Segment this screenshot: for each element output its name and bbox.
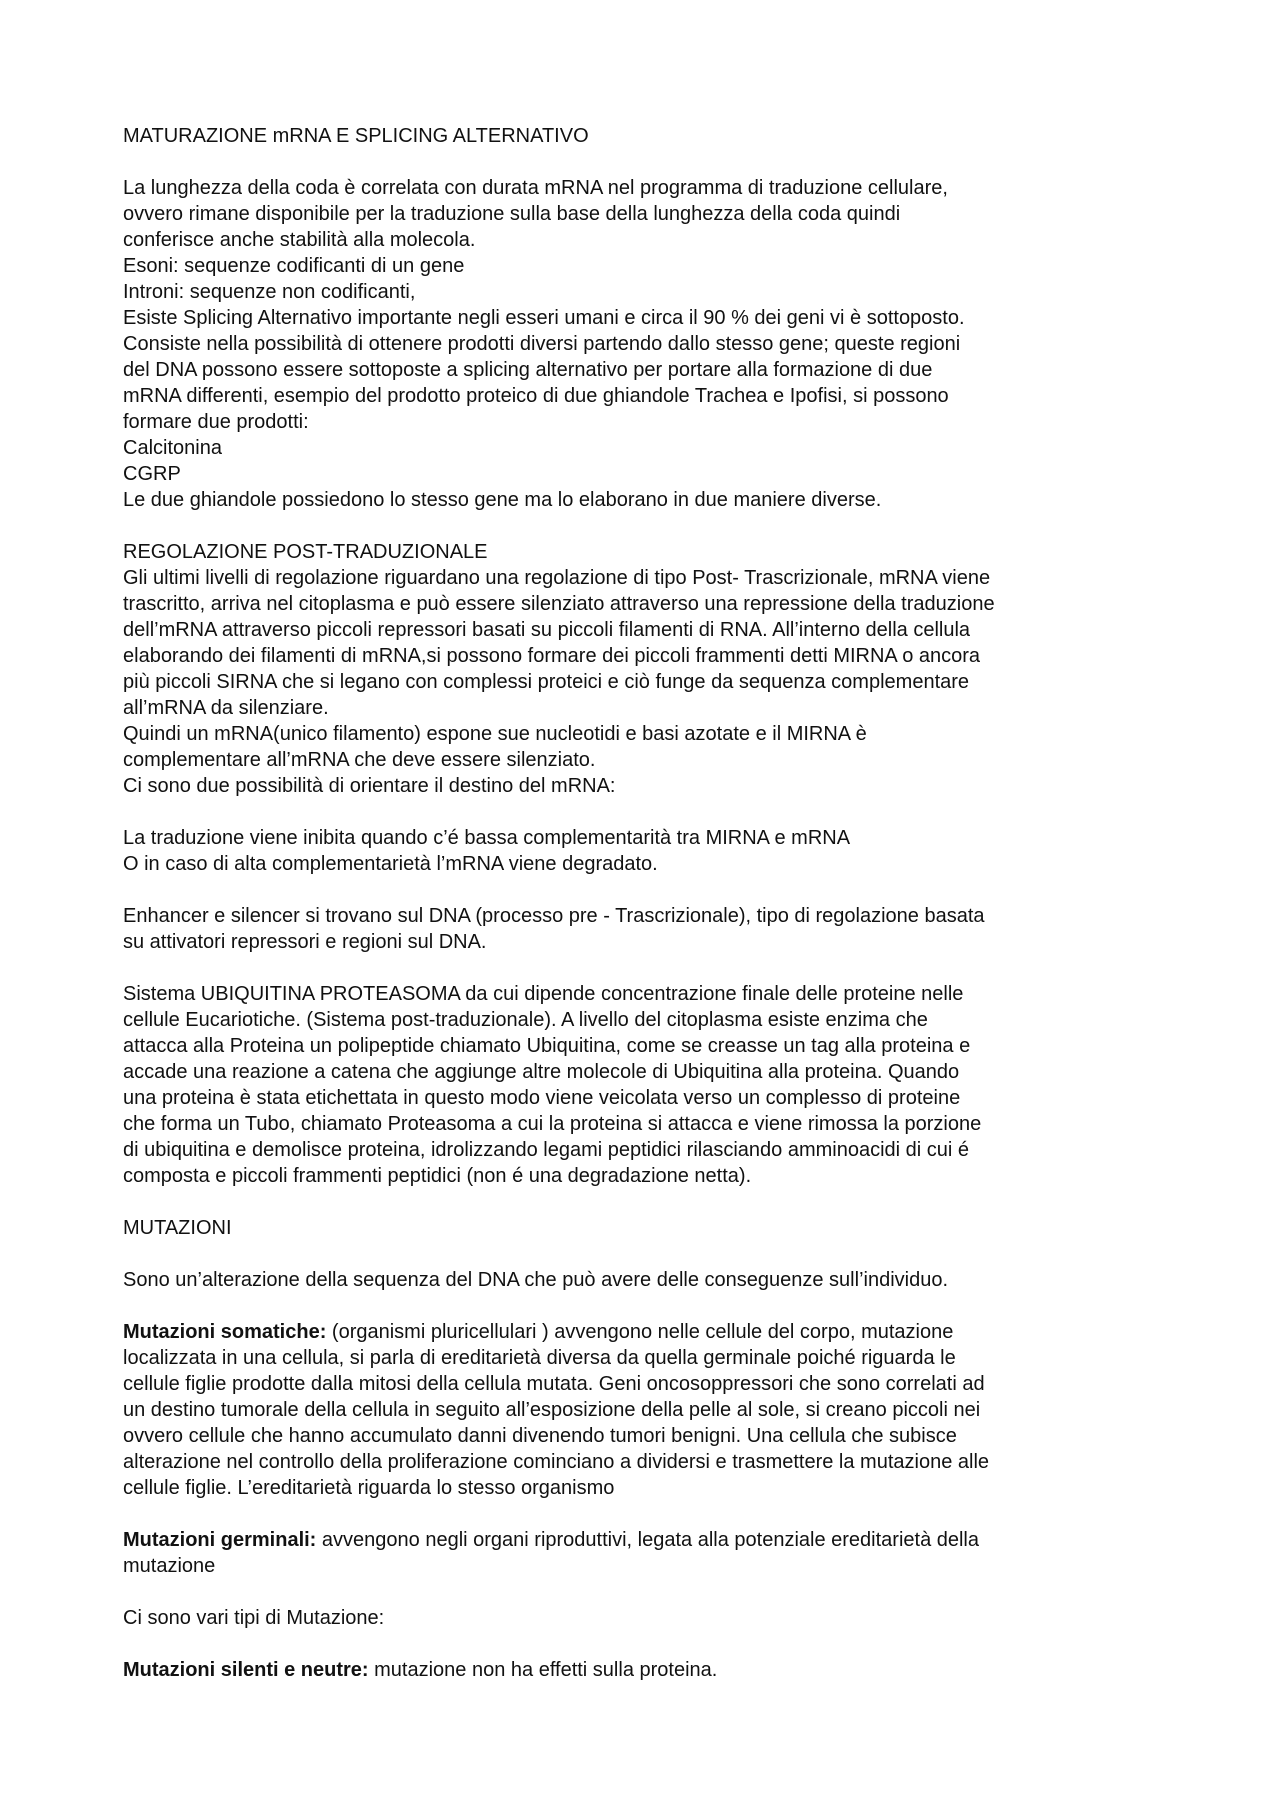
spacer	[123, 1501, 1183, 1527]
text-line: formare due prodotti:	[123, 411, 309, 433]
text-line: Esiste Splicing Alternativo importante negli esseri umani e circa il 90 % dei geni vi è sottoposto.	[123, 307, 965, 329]
text-line: Gli ultimi livelli di regolazione riguardano una regolazione di tipo Post- Trascrizionale, mRNA viene	[123, 567, 991, 589]
section-title-mutazioni: MUTAZIONI	[123, 1217, 232, 1239]
enhancer-paragraph	[123, 903, 1183, 955]
text-line: ovvero cellule che hanno accumulato danni divenendo tumori benigni. Una cellula che subisce	[123, 1425, 957, 1447]
text-line	[123, 1319, 1183, 1345]
text-line: O in caso di alta complementarietà l’mRNA viene degradato.	[123, 853, 658, 875]
ubiquitina-paragraph	[123, 981, 1183, 1189]
text-line: elaborando dei filamenti di mRNA,si possono formare dei piccoli frammenti detti MIRNA o ancora	[123, 645, 981, 667]
section-title-regolazione: REGOLAZIONE POST-TRADUZIONALE	[123, 541, 488, 563]
mutazioni-somatiche-paragraph	[123, 1319, 1183, 1501]
text-line: Consiste nella possibilità di ottenere prodotti diversi partendo dallo stesso gene; queste regioni	[123, 333, 961, 355]
spacer	[123, 799, 1183, 825]
term-mutazioni-germinali: Mutazioni germinali:	[123, 1529, 317, 1551]
text-line: Le due ghiandole possiedono lo stesso gene ma lo elaborano in due maniere diverse.	[123, 489, 882, 511]
section-title-maturazione: MATURAZIONE mRNA E SPLICING ALTERNATIVO	[123, 125, 589, 147]
text-line: una proteina è stata etichettata in questo modo viene veicolata verso un complesso di proteine	[123, 1087, 961, 1109]
text-line: localizzata in una cellula, si parla di ereditarietà diversa da quella germinale poiché riguarda le	[123, 1347, 956, 1369]
text-line	[123, 1657, 1183, 1683]
text-line: dell’mRNA attraverso piccoli repressori basati su piccoli filamenti di RNA. All’interno della cellula	[123, 619, 971, 641]
text-line: cellule figlie prodotte dalla mitosi della cellula mutata. Geni oncosoppressori che sono correlati ad	[123, 1373, 985, 1395]
mutazioni-intro: Sono un’alterazione della sequenza del DNA che può avere delle conseguenze sull’individuo.	[123, 1269, 949, 1291]
text-line: La traduzione viene inibita quando c’é bassa complementarità tra MIRNA e mRNA	[123, 827, 851, 849]
text-line: cellule figlie. L’ereditarietà riguarda lo stesso organismo	[123, 1477, 615, 1499]
text-line: complementare all’mRNA che deve essere silenziato.	[123, 749, 596, 771]
text-line: che forma un Tubo, chiamato Proteasoma a cui la proteina si attacca e viene rimossa la porzione	[123, 1113, 982, 1135]
section-regolazione-text	[123, 565, 1183, 799]
spacer	[123, 149, 1183, 175]
text-line: Calcitonina	[123, 437, 222, 459]
spacer	[123, 1631, 1183, 1657]
text-line: mRNA differenti, esempio del prodotto proteico di due ghiandole Trachea e Ipofisi, si possono	[123, 385, 949, 407]
text-fragment: (organismi pluricellulari ) avvengono nelle cellule del corpo, mutazione	[326, 1321, 954, 1343]
text-line: CGRP	[123, 463, 181, 485]
text-line: del DNA possono essere sottoposte a splicing alternativo per portare alla formazione di due	[123, 359, 933, 381]
text-line: Esoni: sequenze codificanti di un gene	[123, 255, 465, 277]
spacer	[123, 1579, 1183, 1605]
mutazioni-germinali-paragraph	[123, 1527, 1183, 1579]
section-maturazione-text	[123, 175, 1183, 513]
term-mutazioni-silenti: Mutazioni silenti e neutre:	[123, 1659, 369, 1681]
text-line: un destino tumorale della cellula in seguito all’esposizione della pelle al sole, si creano piccoli nei	[123, 1399, 981, 1421]
text-line: conferisce anche stabilità alla molecola.	[123, 229, 476, 251]
text-line: trascritto, arriva nel citoplasma e può essere silenziato attraverso una repressione della traduzione	[123, 593, 995, 615]
text-line: di ubiquitina e demolisce proteina, idrolizzando legami peptidici rilasciando amminoacidi di cui é	[123, 1139, 970, 1161]
text-line: Quindi un mRNA(unico filamento) espone sue nucleotidi e basi azotate e il MIRNA è	[123, 723, 867, 745]
mrna-destiny-options	[123, 825, 1183, 877]
text-line: su attivatori repressori e regioni sul DNA.	[123, 931, 487, 953]
document-body	[123, 123, 1183, 1683]
text-line: mutazione	[123, 1555, 216, 1577]
text-line: cellule Eucariotiche. (Sistema post-traduzionale). A livello del citoplasma esiste enzima che	[123, 1009, 928, 1031]
text-line: alterazione nel controllo della proliferazione cominciano a dividersi e trasmettere la mutazione alle	[123, 1451, 990, 1473]
text-line: Sistema UBIQUITINA PROTEASOMA da cui dipende concentrazione finale delle proteine nelle	[123, 983, 964, 1005]
text-fragment: mutazione non ha effetti sulla proteina.	[368, 1659, 718, 1681]
spacer	[123, 955, 1183, 981]
mutazioni-tipi: Ci sono vari tipi di Mutazione:	[123, 1607, 385, 1629]
text-line	[123, 1527, 1183, 1553]
text-line: più piccoli SIRNA che si legano con complessi proteici e ciò funge da sequenza complementare	[123, 671, 970, 693]
spacer	[123, 513, 1183, 539]
text-line: accade una reazione a catena che aggiunge altre molecole di Ubiquitina alla proteina. Quando	[123, 1061, 960, 1083]
text-line: all’mRNA da silenziare.	[123, 697, 329, 719]
spacer	[123, 1293, 1183, 1319]
text-line: Introni: sequenze non codificanti,	[123, 281, 416, 303]
text-line: ovvero rimane disponibile per la traduzione sulla base della lunghezza della coda quindi	[123, 203, 901, 225]
spacer	[123, 1241, 1183, 1267]
spacer	[123, 877, 1183, 903]
text-line: attacca alla Proteina un polipeptide chiamato Ubiquitina, come se creasse un tag alla proteina e	[123, 1035, 971, 1057]
text-line: La lunghezza della coda è correlata con durata mRNA nel programma di traduzione cellulare,	[123, 177, 948, 199]
text-line: Ci sono due possibilità di orientare il destino del mRNA:	[123, 775, 616, 797]
term-mutazioni-somatiche: Mutazioni somatiche:	[123, 1321, 327, 1343]
mutazioni-silenti-paragraph	[123, 1657, 1183, 1683]
text-fragment: avvengono negli organi riproduttivi, legata alla potenziale ereditarietà della	[316, 1529, 979, 1551]
spacer	[123, 1189, 1183, 1215]
text-line: Enhancer e silencer si trovano sul DNA (processo pre - Trascrizionale), tipo di regolazione basata	[123, 905, 985, 927]
text-line: composta e piccoli frammenti peptidici (non é una degradazione netta).	[123, 1165, 752, 1187]
